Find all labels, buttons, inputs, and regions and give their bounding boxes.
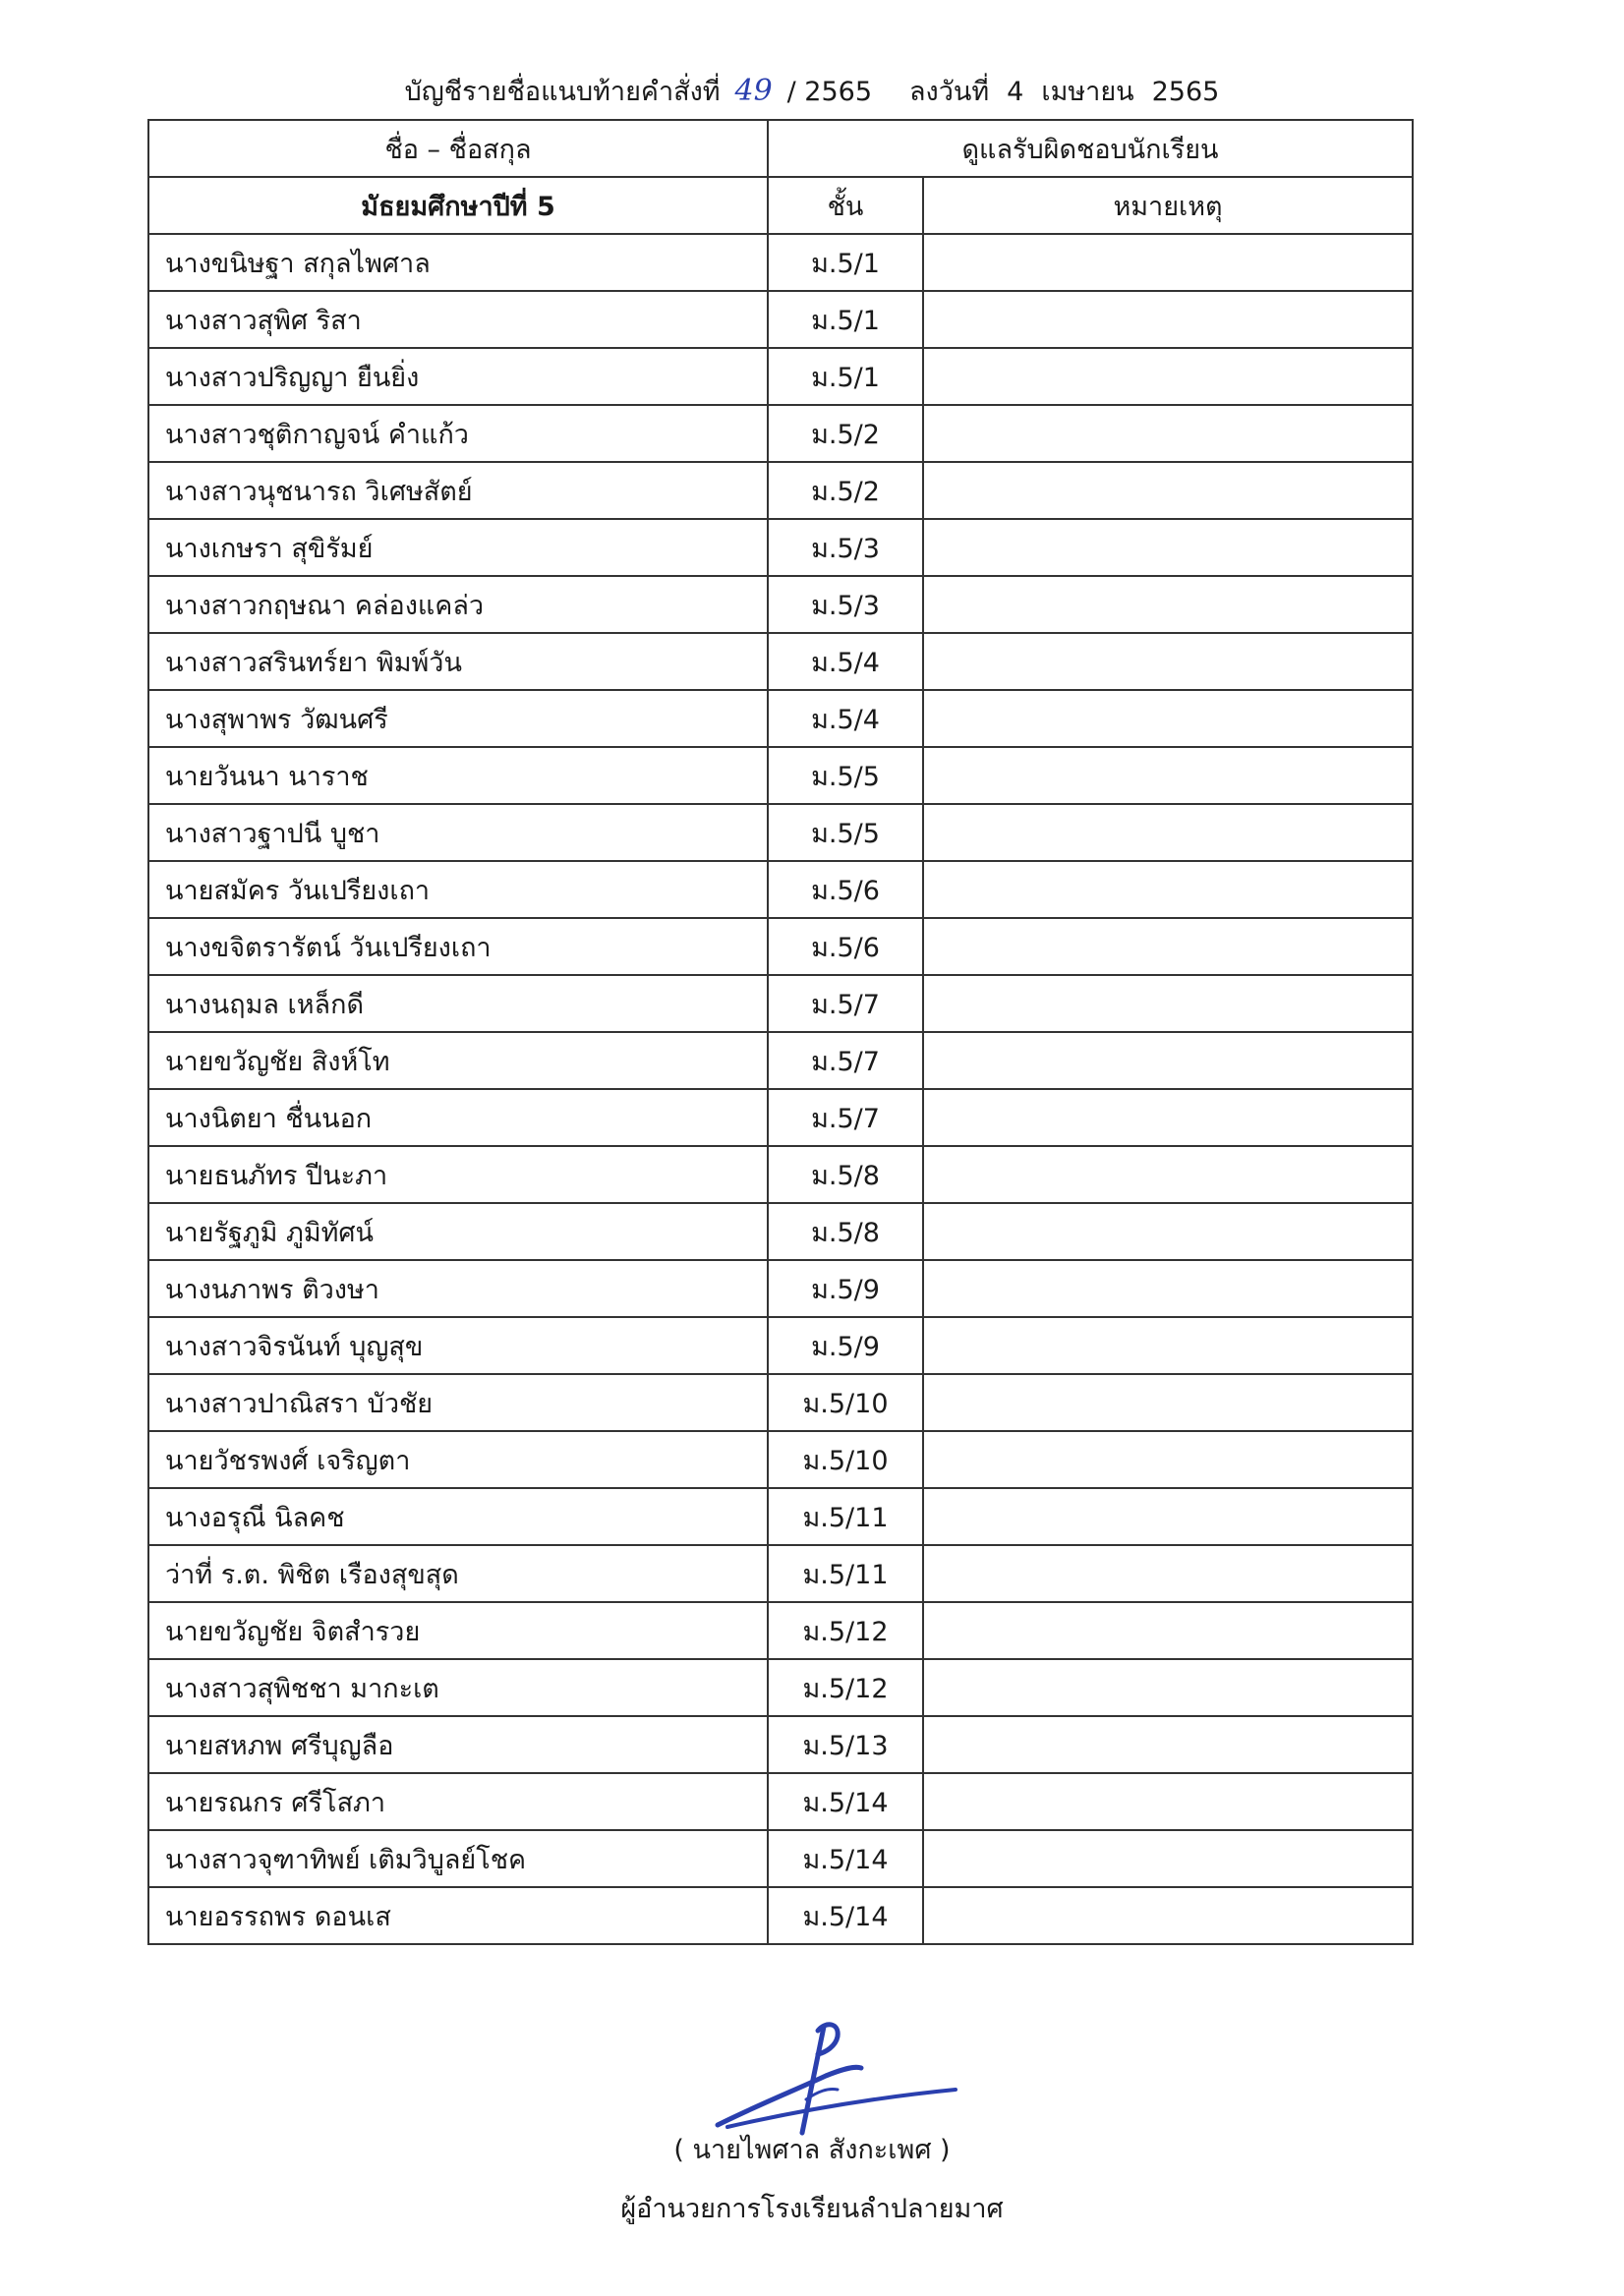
- table-row: [148, 1089, 1413, 1146]
- table-row: [148, 1203, 1413, 1260]
- table-row: [148, 576, 1413, 633]
- col-duty-header: ดูแลรับผิดชอบนักเรียน: [768, 120, 1413, 177]
- document-title: [0, 69, 1624, 114]
- teacher-name-cell: นายขวัญชัย จิตสำรวย: [148, 1602, 768, 1659]
- teacher-name-cell: นางสาวนุชนารถ วิเศษสัตย์: [148, 462, 768, 519]
- order-year: / 2565: [786, 77, 873, 107]
- teacher-name-cell: นางสาวฐาปนี บูชา: [148, 804, 768, 861]
- teacher-name-cell: นางสาวจิรนันท์ บุญสุข: [148, 1317, 768, 1374]
- teacher-name-cell: นางนฤมล เหล็กดี: [148, 975, 768, 1032]
- note-cell: [923, 1488, 1413, 1545]
- table-row: [148, 975, 1413, 1032]
- note-cell: [923, 1659, 1413, 1716]
- subheader-row: [148, 177, 1413, 234]
- teacher-name-cell: นางสาวสรินทร์ยา พิมพ์วัน: [148, 633, 768, 690]
- teacher-name-cell: นางอรุณี นิลคช: [148, 1488, 768, 1545]
- class-cell: ม.5/12: [768, 1659, 923, 1716]
- col-class-header: ชั้น: [768, 177, 923, 234]
- roster-table: [147, 119, 1414, 1945]
- note-cell: [923, 975, 1413, 1032]
- teacher-name-cell: นางนิตยา ชื่นนอก: [148, 1089, 768, 1146]
- class-cell: ม.5/6: [768, 918, 923, 975]
- date-label: ลงวันที่: [909, 77, 990, 107]
- class-cell: ม.5/7: [768, 975, 923, 1032]
- class-cell: ม.5/6: [768, 861, 923, 918]
- note-cell: [923, 747, 1413, 804]
- class-cell: ม.5/1: [768, 234, 923, 291]
- teacher-name-cell: นายธนภัทร ปีนะภา: [148, 1146, 768, 1203]
- order-number: 49: [734, 74, 773, 108]
- note-cell: [923, 918, 1413, 975]
- note-cell: [923, 1716, 1413, 1773]
- teacher-name-cell: ว่าที่ ร.ต. พิชิต เรืองสุขสุด: [148, 1545, 768, 1602]
- date-day: 4: [1007, 77, 1024, 107]
- class-cell: ม.5/7: [768, 1032, 923, 1089]
- table-row: [148, 405, 1413, 462]
- table-row: [148, 1716, 1413, 1773]
- teacher-name-cell: นางขนิษฐา สกุลไพศาล: [148, 234, 768, 291]
- teacher-name-cell: นายขวัญชัย สิงห์โท: [148, 1032, 768, 1089]
- teacher-name-cell: นางสาวปริญญา ยืนยิ่ง: [148, 348, 768, 405]
- date-month: เมษายน: [1041, 77, 1134, 107]
- note-cell: [923, 1773, 1413, 1830]
- level-heading: มัธยมศึกษาปีที่ 5: [148, 177, 768, 234]
- class-cell: ม.5/2: [768, 462, 923, 519]
- teacher-name-cell: นางสาวชุติกาญจน์ คำแก้ว: [148, 405, 768, 462]
- teacher-name-cell: นางสุพาพร วัฒนศรี: [148, 690, 768, 747]
- class-cell: ม.5/9: [768, 1260, 923, 1317]
- note-cell: [923, 1317, 1413, 1374]
- note-cell: [923, 804, 1413, 861]
- note-cell: [923, 405, 1413, 462]
- table-row: [148, 1773, 1413, 1830]
- title-prefix: บัญชีรายชื่อแนบท้ายคำสั่งที่: [404, 77, 721, 107]
- table-row: [148, 519, 1413, 576]
- teacher-name-cell: นายสมัคร วันเปรียงเถา: [148, 861, 768, 918]
- class-cell: ม.5/3: [768, 519, 923, 576]
- table-row: [148, 1317, 1413, 1374]
- table-row: [148, 1146, 1413, 1203]
- table-row: [148, 1545, 1413, 1602]
- teacher-name-cell: นายรัฐภูมิ ภูมิทัศน์: [148, 1203, 768, 1260]
- teacher-name-cell: นางเกษรา สุขิรัมย์: [148, 519, 768, 576]
- table-row: [148, 633, 1413, 690]
- class-cell: ม.5/14: [768, 1887, 923, 1944]
- table-row: [148, 1602, 1413, 1659]
- teacher-name-cell: นายวันนา นาราช: [148, 747, 768, 804]
- class-cell: ม.5/5: [768, 804, 923, 861]
- teacher-name-cell: นายรณกร ศรีโสภา: [148, 1773, 768, 1830]
- table-row: [148, 1260, 1413, 1317]
- class-cell: ม.5/14: [768, 1773, 923, 1830]
- signatory-name: ( นายไพศาล สังกะเพศ ): [673, 2135, 951, 2165]
- teacher-name-cell: นางสาวกฤษณา คล่องแคล่ว: [148, 576, 768, 633]
- note-cell: [923, 1032, 1413, 1089]
- class-cell: ม.5/12: [768, 1602, 923, 1659]
- teacher-name-cell: นางนภาพร ติวงษา: [148, 1260, 768, 1317]
- note-cell: [923, 1887, 1413, 1944]
- note-cell: [923, 576, 1413, 633]
- table-row: [148, 234, 1413, 291]
- note-cell: [923, 1089, 1413, 1146]
- note-cell: [923, 348, 1413, 405]
- class-cell: ม.5/14: [768, 1830, 923, 1887]
- teacher-name-cell: นายอรรถพร ดอนเส: [148, 1887, 768, 1944]
- signatory-position: ผู้อำนวยการโรงเรียนลำปลายมาศ: [620, 2194, 1004, 2224]
- class-cell: ม.5/8: [768, 1146, 923, 1203]
- table-row: [148, 690, 1413, 747]
- table-row: [148, 1032, 1413, 1089]
- signature-mark: [708, 2017, 963, 2139]
- note-cell: [923, 633, 1413, 690]
- table-row: [148, 1659, 1413, 1716]
- table-row: [148, 1830, 1413, 1887]
- table-row: [148, 918, 1413, 975]
- class-cell: ม.5/11: [768, 1488, 923, 1545]
- teacher-name-cell: นางสาวสุพิศ ริสา: [148, 291, 768, 348]
- class-cell: ม.5/10: [768, 1431, 923, 1488]
- note-cell: [923, 1431, 1413, 1488]
- table-row: [148, 291, 1413, 348]
- class-cell: ม.5/1: [768, 291, 923, 348]
- date-year: 2565: [1151, 77, 1220, 107]
- note-cell: [923, 234, 1413, 291]
- class-cell: ม.5/10: [768, 1374, 923, 1431]
- header-row: [148, 120, 1413, 177]
- teacher-name-cell: นางขจิตรารัตน์ วันเปรียงเถา: [148, 918, 768, 975]
- table-row: [148, 1488, 1413, 1545]
- class-cell: ม.5/13: [768, 1716, 923, 1773]
- note-cell: [923, 861, 1413, 918]
- table-row: [148, 1374, 1413, 1431]
- class-cell: ม.5/11: [768, 1545, 923, 1602]
- table-row: [148, 462, 1413, 519]
- class-cell: ม.5/7: [768, 1089, 923, 1146]
- class-cell: ม.5/9: [768, 1317, 923, 1374]
- teacher-name-cell: นายวัชรพงศ์ เจริญตา: [148, 1431, 768, 1488]
- table-row: [148, 348, 1413, 405]
- note-cell: [923, 291, 1413, 348]
- class-cell: ม.5/5: [768, 747, 923, 804]
- teacher-name-cell: นางสาวปาณิสรา บัวชัย: [148, 1374, 768, 1431]
- table-row: [148, 1431, 1413, 1488]
- table-row: [148, 861, 1413, 918]
- teacher-name-cell: นายสหภพ ศรีบุญลือ: [148, 1716, 768, 1773]
- note-cell: [923, 1203, 1413, 1260]
- note-cell: [923, 1374, 1413, 1431]
- col-note-header: หมายเหตุ: [923, 177, 1413, 234]
- class-cell: ม.5/4: [768, 633, 923, 690]
- note-cell: [923, 1146, 1413, 1203]
- class-cell: ม.5/8: [768, 1203, 923, 1260]
- table-row: [148, 747, 1413, 804]
- note-cell: [923, 1260, 1413, 1317]
- note-cell: [923, 1602, 1413, 1659]
- note-cell: [923, 462, 1413, 519]
- class-cell: ม.5/1: [768, 348, 923, 405]
- teacher-name-cell: นางสาวจุฑาทิพย์ เติมวิบูลย์โชค: [148, 1830, 768, 1887]
- class-cell: ม.5/3: [768, 576, 923, 633]
- class-cell: ม.5/2: [768, 405, 923, 462]
- table-row: [148, 804, 1413, 861]
- note-cell: [923, 690, 1413, 747]
- note-cell: [923, 519, 1413, 576]
- class-cell: ม.5/4: [768, 690, 923, 747]
- col-name-header: ชื่อ – ชื่อสกุล: [148, 120, 768, 177]
- note-cell: [923, 1830, 1413, 1887]
- table-row: [148, 1887, 1413, 1944]
- teacher-name-cell: นางสาวสุพิชชา มากะเต: [148, 1659, 768, 1716]
- note-cell: [923, 1545, 1413, 1602]
